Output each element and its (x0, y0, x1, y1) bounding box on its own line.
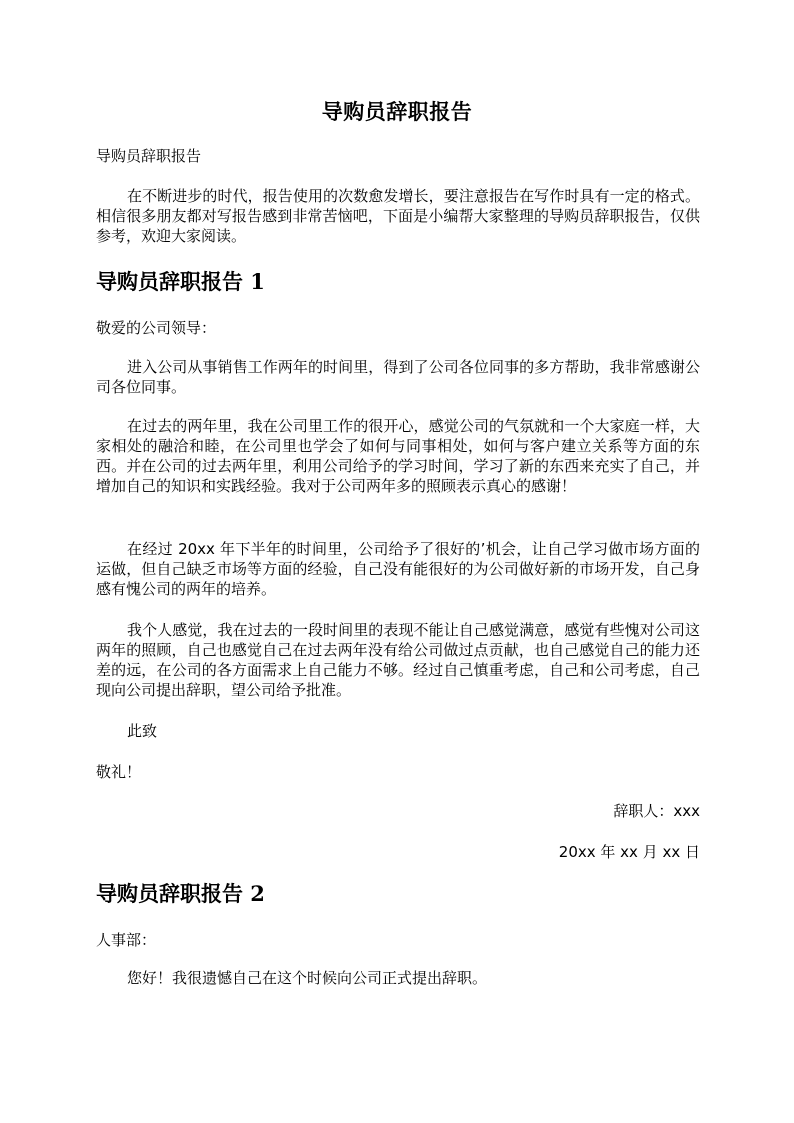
section-1-salutation: 敬爱的公司领导： (96, 319, 217, 337)
section-1-closing-2: 敬礼！ (96, 763, 142, 781)
section-1-paragraph-2: 在过去的两年里，我在公司里工作的很开心，感觉公司的气氛就和一个大家庭一样，大家相处的融洽和睦，在公司里也学会了如何与同事相处，如何与客户建立关系等方面的东西。并在公司的过去两年里，利用公司给予的学习时间，学习了新的东西来充实了自己，并增加自己的知识和实践经验。我对于公司两年多的照顾表示真心的感谢！ (96, 417, 700, 495)
section-1-heading: 导购员辞职报告 1 (96, 269, 265, 294)
section-1-date: 20xx 年 xx 月 xx 日 (558, 843, 700, 861)
section-1-signature: 辞职人：xxx (613, 802, 700, 820)
section-2-heading: 导购员辞职报告 2 (96, 881, 265, 906)
section-1-paragraph-4: 我个人感觉，我在过去的一段时间里的表现不能让自己感觉满意，感觉有些愧对公司这两年的照顾，自己也感觉自己在过去两年没有给公司做过点贡献，也自己感觉自己的能力还差的远，在公司的各方面需求上自己能力不够。经过自己慎重考虑，自己和公司考虑，自己现向公司提出辞职，望公司给予批准。 (96, 621, 700, 699)
section-2-salutation: 人事部： (96, 931, 157, 949)
intro-paragraph: 在不断进步的时代，报告使用的次数愈发增长，要注意报告在写作时具有一定的格式。相信很多朋友都对写报告感到非常苦恼吧，下面是小编帮大家整理的导购员辞职报告，仅供参考，欢迎大家阅读。 (96, 187, 700, 245)
section-1-paragraph-1: 进入公司从事销售工作两年的时间里，得到了公司各位同事的多方帮助，我非常感谢公司各位同事。 (96, 358, 700, 396)
section-1-closing-1: 此致 (127, 722, 158, 740)
document-subtitle: 导购员辞职报告 (96, 147, 202, 165)
section-1-paragraph-3: 在经过 20xx 年下半年的时间里，公司给予了很好的’机会，让自己学习做市场方面的运做，但自己缺乏市场等方面的经验，自己没有能很好的为公司做好新的市场开发，自己身感有愧公司的两年的培养。 (96, 540, 700, 598)
document-title: 导购员辞职报告 (321, 99, 473, 124)
section-2-paragraph-1: 您好！我很遗憾自己在这个时候向公司正式提出辞职。 (127, 969, 488, 987)
